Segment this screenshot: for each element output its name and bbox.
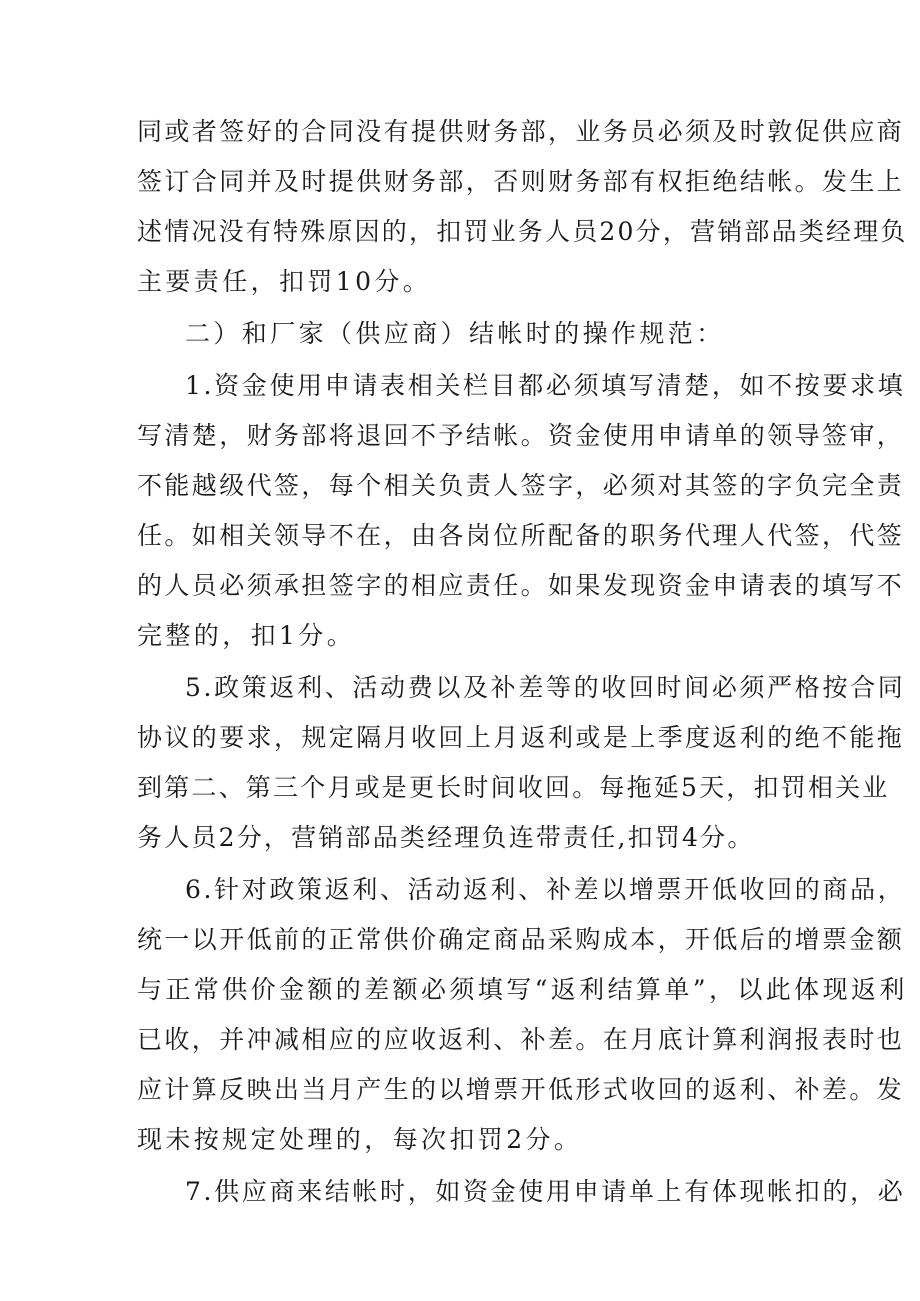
text-line: 完整的，扣1分。 xyxy=(137,621,356,650)
text-line: 现未按规定处理的，每次扣罚2分。 xyxy=(137,1125,583,1154)
text-line: 7.供应商来结帐时，如资金使用申请单上有体现帐扣的，必 xyxy=(185,1177,906,1206)
text-line: 协议的要求，规定隔月收回上月返利或是上季度返利的绝不能拖 xyxy=(137,723,905,752)
text-line: 的人员必须承担签字的相应责任。如果发现资金申请表的填写不 xyxy=(137,571,905,600)
text-line: 统一以开低前的正常供价确定商品采购成本，开低后的增票金额 xyxy=(137,925,905,954)
text-line: 务人员2分，营销部品类经理负连带责任,扣罚4分。 xyxy=(137,823,755,852)
text-line: 5.政策返利、活动费以及补差等的收回时间必须严格按合同 xyxy=(185,673,906,702)
text-line: 应计算反映出当月产生的以增票开低形式收回的返利、补差。发 xyxy=(137,1075,905,1104)
text-line: 与正常供价金额的差额必须填写“返利结算单”，以此体现返利 xyxy=(137,975,908,1004)
text-line: 述情况没有特殊原因的，扣罚业务人员20分，营销部品类经理负 xyxy=(137,217,908,246)
text-line: 已收，并冲减相应的应收返利、补差。在月底计算利润报表时也 xyxy=(137,1025,905,1054)
text-line: 任。如相关领导不在，由各岗位所配备的职务代理人代签，代签 xyxy=(137,521,905,550)
text-line: 不能越级代签，每个相关负责人签字，必须对其签的字负完全责 xyxy=(137,471,905,500)
text-line: 签订合同并及时提供财务部，否则财务部有权拒绝结帐。发生上 xyxy=(137,167,905,196)
text-line: 1.资金使用申请表相关栏目都必须填写清楚，如不按要求填 xyxy=(185,371,906,400)
text-line: 同或者签好的合同没有提供财务部，业务员必须及时敦促供应商 xyxy=(137,117,905,146)
text-line: 到第二、第三个月或是更长时间收回。每拖延5天，扣罚相关业 xyxy=(137,773,890,802)
text-line: 6.针对政策返利、活动返利、补差以增票开低收回的商品， xyxy=(185,875,906,904)
text-line: 写清楚，财务部将退回不予结帐。资金使用申请单的领导签审， xyxy=(137,421,905,450)
text-line: 主要责任，扣罚10分。 xyxy=(137,267,432,296)
section-heading: 二）和厂家（供应商）结帐时的操作规范： xyxy=(185,319,725,348)
